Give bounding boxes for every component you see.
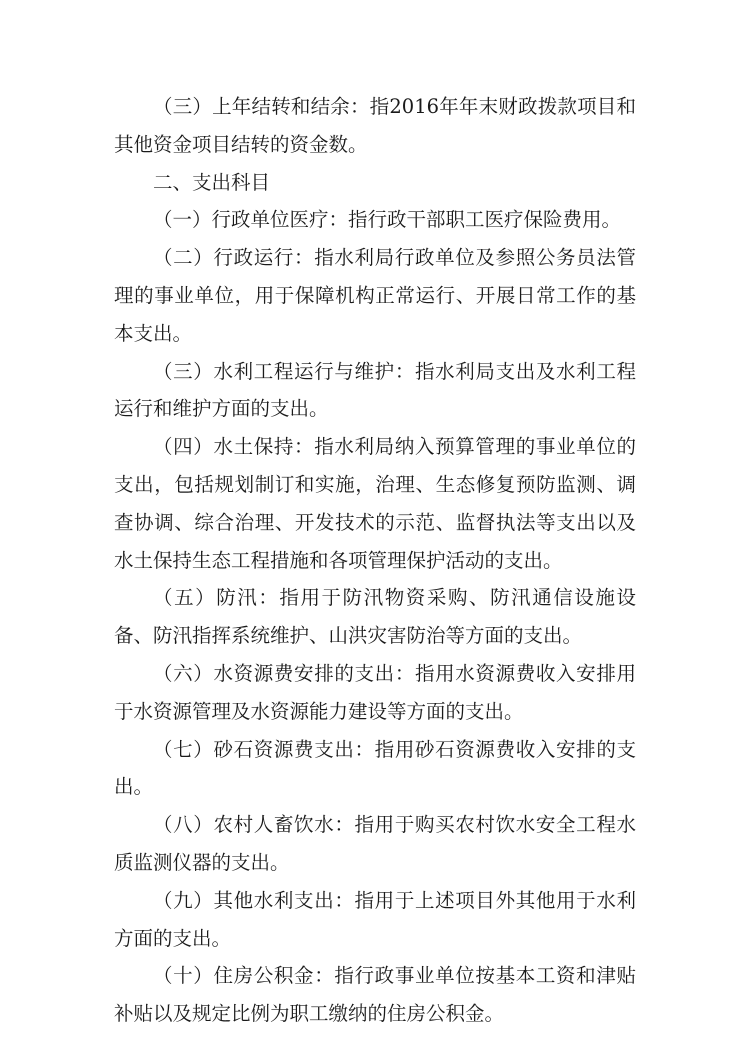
paragraph-other-water-expenditure: （九）其他水利支出：指用于上述项目外其他用于水利方面的支出。 xyxy=(114,888,636,950)
paragraph-water-project-maintenance: （三）水利工程运行与维护：指水利局支出及水利工程运行和维护方面的支出。 xyxy=(114,359,636,421)
paragraph-prior-year-carryover: （三）上年结转和结余：指2016年年末财政拨款项目和其他资金项目结转的资金数。 xyxy=(114,95,636,156)
paragraph-housing-provident-fund: （十）住房公积金：指行政事业单位按基本工资和津贴补贴以及规定比例为职工缴纳的住房公积金。 xyxy=(114,964,636,1026)
section-heading-expenditure-items: 二、支出科目 xyxy=(153,170,271,194)
paragraph-admin-medical: （一）行政单位医疗：指行政干部职工医疗保险费用。 xyxy=(153,208,622,232)
paragraph-sand-gravel-fee: （七）砂石资源费支出：指用砂石资源费收入安排的支出。 xyxy=(114,737,636,799)
paragraph-flood-control: （五）防汛：指用于防汛物资采购、防汛通信设施设备、防汛指挥系统维护、山洪灾害防治等方面的支出。 xyxy=(114,586,636,648)
paragraph-water-resource-fee: （六）水资源费安排的支出：指用水资源费收入安排用于水资源管理及水资源能力建设等方面的支出。 xyxy=(114,661,636,723)
paragraph-admin-operation: （二）行政运行：指水利局行政单位及参照公务员法管理的事业单位，用于保障机构正常运行、开展日常工作的基本支出。 xyxy=(114,246,636,345)
paragraph-soil-water-conservation: （四）水土保持：指水利局纳入预算管理的事业单位的支出，包括规划制订和实施，治理、生态修复预防监测、调查协调、综合治理、开发技术的示范、监督执法等支出以及水土保持生态工程措施和各项管理保护活动的支出。 xyxy=(114,435,636,572)
document-body xyxy=(114,88,636,1033)
paragraph-rural-drinking-water: （八）农村人畜饮水：指用于购买农村饮水安全工程水质监测仪器的支出。 xyxy=(114,813,636,874)
